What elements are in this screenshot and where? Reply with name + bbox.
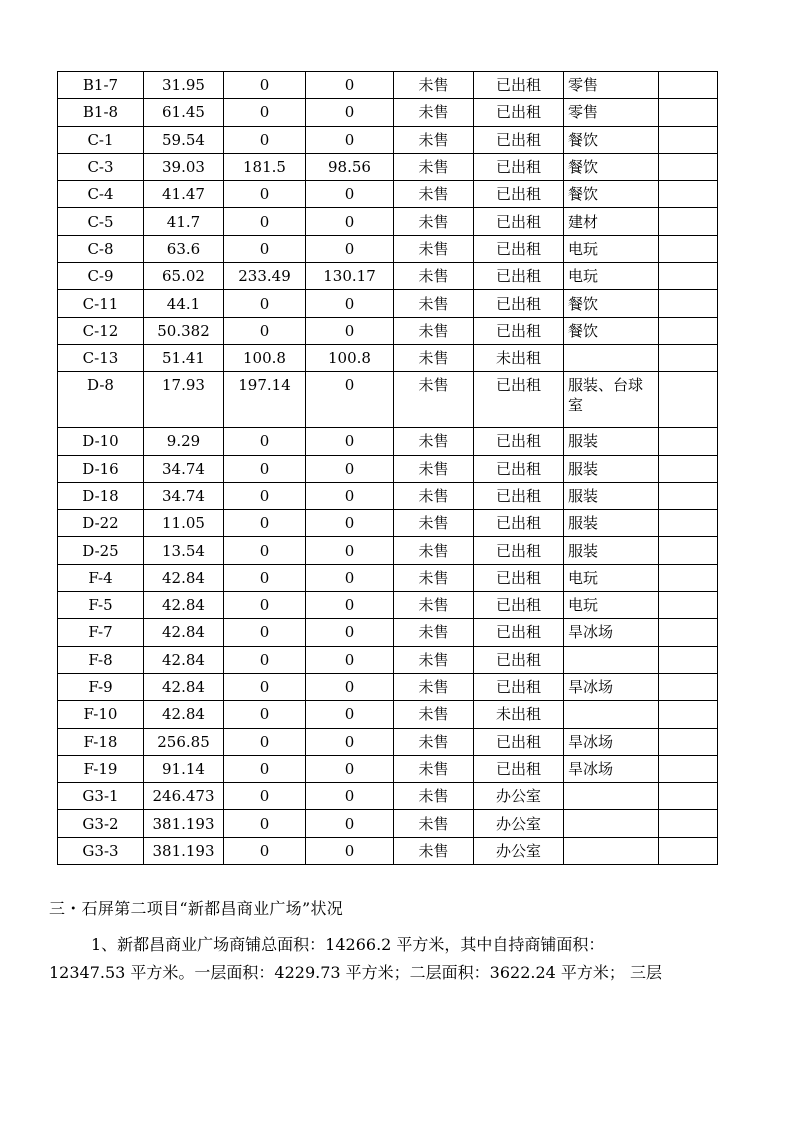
rent-status-cell: 已出租 — [474, 181, 564, 208]
empty-cell — [659, 701, 718, 728]
empty-cell — [659, 619, 718, 646]
value1-cell: 0 — [224, 619, 306, 646]
table-row — [58, 235, 718, 262]
value1-cell: 0 — [224, 837, 306, 864]
table-row — [58, 208, 718, 235]
rent-status-cell: 已出租 — [474, 372, 564, 428]
value1-cell: 0 — [224, 181, 306, 208]
shop-id-cell: F-8 — [58, 646, 144, 673]
value1-cell: 0 — [224, 72, 306, 99]
shop-id-cell: C-5 — [58, 208, 144, 235]
rent-status-cell: 已出租 — [474, 235, 564, 262]
area-cell: 13.54 — [144, 537, 224, 564]
empty-cell — [659, 537, 718, 564]
empty-cell — [659, 592, 718, 619]
usage-cell — [564, 344, 659, 371]
sale-status-cell: 未售 — [394, 619, 474, 646]
table-row — [58, 99, 718, 126]
area-cell: 381.193 — [144, 837, 224, 864]
sale-status-cell: 未售 — [394, 728, 474, 755]
usage-cell: 旱冰场 — [564, 728, 659, 755]
usage-cell: 零售 — [564, 99, 659, 126]
usage-cell — [564, 810, 659, 837]
rent-status-cell: 已出租 — [474, 428, 564, 455]
sale-status-cell: 未售 — [394, 510, 474, 537]
value1-cell: 0 — [224, 510, 306, 537]
empty-cell — [659, 673, 718, 700]
shop-id-cell: D-16 — [58, 455, 144, 482]
value1-cell: 0 — [224, 728, 306, 755]
table-row — [58, 564, 718, 591]
table-row — [58, 701, 718, 728]
sale-status-cell: 未售 — [394, 372, 474, 428]
sale-status-cell: 未售 — [394, 482, 474, 509]
area-cell: 246.473 — [144, 783, 224, 810]
sale-status-cell: 未售 — [394, 126, 474, 153]
rent-status-cell: 已出租 — [474, 510, 564, 537]
usage-cell: 餐饮 — [564, 153, 659, 180]
shop-id-cell: F-5 — [58, 592, 144, 619]
empty-cell — [659, 72, 718, 99]
value2-cell: 0 — [306, 537, 394, 564]
area-cell: 31.95 — [144, 72, 224, 99]
table-row — [58, 372, 718, 428]
empty-cell — [659, 290, 718, 317]
value2-cell: 0 — [306, 646, 394, 673]
usage-cell — [564, 837, 659, 864]
value1-cell: 233.49 — [224, 263, 306, 290]
table-row — [58, 482, 718, 509]
area-cell: 63.6 — [144, 235, 224, 262]
rent-status-cell: 未出租 — [474, 701, 564, 728]
empty-cell — [659, 235, 718, 262]
value2-cell: 0 — [306, 482, 394, 509]
area-cell: 42.84 — [144, 619, 224, 646]
usage-cell: 服装 — [564, 537, 659, 564]
value1-cell: 0 — [224, 482, 306, 509]
shop-id-cell: C-1 — [58, 126, 144, 153]
shop-table — [57, 71, 718, 865]
table-row — [58, 673, 718, 700]
sale-status-cell: 未售 — [394, 235, 474, 262]
table-row — [58, 783, 718, 810]
table-row — [58, 181, 718, 208]
table-row — [58, 290, 718, 317]
table-row — [58, 153, 718, 180]
empty-cell — [659, 372, 718, 428]
sale-status-cell: 未售 — [394, 537, 474, 564]
shop-id-cell: F-18 — [58, 728, 144, 755]
table-row — [58, 592, 718, 619]
rent-status-cell: 已出租 — [474, 482, 564, 509]
value1-cell: 0 — [224, 673, 306, 700]
area-cell: 381.193 — [144, 810, 224, 837]
rent-status-cell: 已出租 — [474, 537, 564, 564]
shop-id-cell: C-11 — [58, 290, 144, 317]
empty-cell — [659, 810, 718, 837]
empty-cell — [659, 317, 718, 344]
table-row — [58, 810, 718, 837]
table-row — [58, 837, 718, 864]
sale-status-cell: 未售 — [394, 673, 474, 700]
rent-status-cell: 已出租 — [474, 290, 564, 317]
empty-cell — [659, 263, 718, 290]
value2-cell: 0 — [306, 72, 394, 99]
shop-id-cell: C-8 — [58, 235, 144, 262]
value1-cell: 0 — [224, 317, 306, 344]
sale-status-cell: 未售 — [394, 783, 474, 810]
value2-cell: 0 — [306, 755, 394, 782]
rent-status-cell: 已出租 — [474, 317, 564, 344]
table-row — [58, 428, 718, 455]
shop-id-cell: G3-2 — [58, 810, 144, 837]
shop-id-cell: C-12 — [58, 317, 144, 344]
value2-cell: 0 — [306, 810, 394, 837]
area-cell: 42.84 — [144, 701, 224, 728]
value2-cell: 0 — [306, 99, 394, 126]
sale-status-cell: 未售 — [394, 181, 474, 208]
shop-id-cell: C-13 — [58, 344, 144, 371]
value2-cell: 0 — [306, 592, 394, 619]
sale-status-cell: 未售 — [394, 646, 474, 673]
value1-cell: 0 — [224, 290, 306, 317]
empty-cell — [659, 153, 718, 180]
area-cell: 42.84 — [144, 564, 224, 591]
rent-status-cell: 已出租 — [474, 126, 564, 153]
area-cell: 51.41 — [144, 344, 224, 371]
shop-id-cell: D-10 — [58, 428, 144, 455]
value2-cell: 100.8 — [306, 344, 394, 371]
value1-cell: 181.5 — [224, 153, 306, 180]
table-row — [58, 72, 718, 99]
value2-cell: 130.17 — [306, 263, 394, 290]
area-cell: 59.54 — [144, 126, 224, 153]
rent-status-cell: 已出租 — [474, 208, 564, 235]
rent-status-cell: 已出租 — [474, 99, 564, 126]
shop-id-cell: D-25 — [58, 537, 144, 564]
value1-cell: 0 — [224, 592, 306, 619]
table-row — [58, 510, 718, 537]
value1-cell: 0 — [224, 235, 306, 262]
value2-cell: 0 — [306, 673, 394, 700]
rent-status-cell: 已出租 — [474, 592, 564, 619]
table-row — [58, 344, 718, 371]
table-row — [58, 755, 718, 782]
area-cell: 42.84 — [144, 673, 224, 700]
shop-id-cell: F-19 — [58, 755, 144, 782]
sale-status-cell: 未售 — [394, 263, 474, 290]
area-cell: 9.29 — [144, 428, 224, 455]
sale-status-cell: 未售 — [394, 837, 474, 864]
value2-cell: 0 — [306, 181, 394, 208]
paragraph-line-1: 1、新都昌商业广场商铺总面积：14266.2 平方米，其中自持商铺面积： — [91, 935, 605, 954]
value1-cell: 0 — [224, 810, 306, 837]
section-heading: 三・石屏第二项目“新都昌商业广场”状况 — [49, 899, 344, 918]
value1-cell: 100.8 — [224, 344, 306, 371]
shop-id-cell: B1-7 — [58, 72, 144, 99]
empty-cell — [659, 755, 718, 782]
empty-cell — [659, 482, 718, 509]
value2-cell: 0 — [306, 428, 394, 455]
empty-cell — [659, 837, 718, 864]
usage-cell: 零售 — [564, 72, 659, 99]
sale-status-cell: 未售 — [394, 564, 474, 591]
sale-status-cell: 未售 — [394, 428, 474, 455]
sale-status-cell: 未售 — [394, 153, 474, 180]
table-row — [58, 317, 718, 344]
area-cell: 34.74 — [144, 482, 224, 509]
value2-cell: 0 — [306, 372, 394, 428]
empty-cell — [659, 783, 718, 810]
value2-cell: 0 — [306, 510, 394, 537]
usage-cell: 电玩 — [564, 263, 659, 290]
sale-status-cell: 未售 — [394, 290, 474, 317]
value1-cell: 0 — [224, 701, 306, 728]
usage-cell: 餐饮 — [564, 126, 659, 153]
area-cell: 91.14 — [144, 755, 224, 782]
value2-cell: 0 — [306, 783, 394, 810]
area-cell: 256.85 — [144, 728, 224, 755]
area-cell: 50.382 — [144, 317, 224, 344]
value1-cell: 0 — [224, 783, 306, 810]
shop-id-cell: F-10 — [58, 701, 144, 728]
rent-status-cell: 已出租 — [474, 728, 564, 755]
empty-cell — [659, 646, 718, 673]
value1-cell: 0 — [224, 428, 306, 455]
table-row — [58, 728, 718, 755]
sale-status-cell: 未售 — [394, 701, 474, 728]
table-row — [58, 455, 718, 482]
table-row — [58, 619, 718, 646]
rent-status-cell: 办公室 — [474, 810, 564, 837]
usage-cell — [564, 701, 659, 728]
sale-status-cell: 未售 — [394, 592, 474, 619]
value2-cell: 0 — [306, 290, 394, 317]
rent-status-cell: 已出租 — [474, 564, 564, 591]
sale-status-cell: 未售 — [394, 810, 474, 837]
shop-id-cell: D-18 — [58, 482, 144, 509]
usage-cell: 服装、台球室 — [564, 372, 659, 428]
table-row — [58, 126, 718, 153]
value1-cell: 0 — [224, 564, 306, 591]
empty-cell — [659, 455, 718, 482]
value2-cell: 0 — [306, 455, 394, 482]
rent-status-cell: 未出租 — [474, 344, 564, 371]
rent-status-cell: 已出租 — [474, 646, 564, 673]
value1-cell: 0 — [224, 99, 306, 126]
value1-cell: 0 — [224, 537, 306, 564]
empty-cell — [659, 510, 718, 537]
shop-id-cell: C-9 — [58, 263, 144, 290]
area-cell: 34.74 — [144, 455, 224, 482]
usage-cell: 服装 — [564, 482, 659, 509]
area-cell: 42.84 — [144, 646, 224, 673]
area-cell: 61.45 — [144, 99, 224, 126]
usage-cell: 电玩 — [564, 235, 659, 262]
usage-cell: 服装 — [564, 510, 659, 537]
value1-cell: 0 — [224, 126, 306, 153]
usage-cell: 餐饮 — [564, 290, 659, 317]
value2-cell: 0 — [306, 126, 394, 153]
sale-status-cell: 未售 — [394, 317, 474, 344]
value1-cell: 0 — [224, 455, 306, 482]
usage-cell: 电玩 — [564, 592, 659, 619]
rent-status-cell: 已出租 — [474, 72, 564, 99]
empty-cell — [659, 564, 718, 591]
value1-cell: 197.14 — [224, 372, 306, 428]
empty-cell — [659, 126, 718, 153]
shop-id-cell: D-22 — [58, 510, 144, 537]
shop-id-cell: G3-3 — [58, 837, 144, 864]
rent-status-cell: 已出租 — [474, 153, 564, 180]
usage-cell: 旱冰场 — [564, 755, 659, 782]
shop-id-cell: D-8 — [58, 372, 144, 428]
value2-cell: 0 — [306, 317, 394, 344]
sale-status-cell: 未售 — [394, 455, 474, 482]
value2-cell: 0 — [306, 235, 394, 262]
shop-id-cell: F-9 — [58, 673, 144, 700]
value2-cell: 0 — [306, 701, 394, 728]
shop-id-cell: G3-1 — [58, 783, 144, 810]
rent-status-cell: 已出租 — [474, 673, 564, 700]
empty-cell — [659, 99, 718, 126]
empty-cell — [659, 728, 718, 755]
rent-status-cell: 办公室 — [474, 837, 564, 864]
rent-status-cell: 已出租 — [474, 455, 564, 482]
usage-cell: 建材 — [564, 208, 659, 235]
usage-cell: 服装 — [564, 455, 659, 482]
area-cell: 42.84 — [144, 592, 224, 619]
sale-status-cell: 未售 — [394, 72, 474, 99]
shop-id-cell: C-3 — [58, 153, 144, 180]
sale-status-cell: 未售 — [394, 344, 474, 371]
area-cell: 41.7 — [144, 208, 224, 235]
table-row — [58, 537, 718, 564]
usage-cell: 电玩 — [564, 564, 659, 591]
shop-id-cell: B1-8 — [58, 99, 144, 126]
value1-cell: 0 — [224, 755, 306, 782]
value1-cell: 0 — [224, 208, 306, 235]
rent-status-cell: 已出租 — [474, 619, 564, 646]
empty-cell — [659, 428, 718, 455]
area-cell: 65.02 — [144, 263, 224, 290]
table-row — [58, 646, 718, 673]
usage-cell: 旱冰场 — [564, 619, 659, 646]
rent-status-cell: 已出租 — [474, 755, 564, 782]
rent-status-cell: 办公室 — [474, 783, 564, 810]
area-cell: 44.1 — [144, 290, 224, 317]
paragraph-line-2: 12347.53 平方米。一层面积：4229.73 平方米；二层面积：3622.24 平方米； 三层 — [49, 963, 663, 982]
sale-status-cell: 未售 — [394, 99, 474, 126]
value2-cell: 0 — [306, 564, 394, 591]
area-cell: 17.93 — [144, 372, 224, 428]
area-cell: 39.03 — [144, 153, 224, 180]
usage-cell — [564, 646, 659, 673]
sale-status-cell: 未售 — [394, 208, 474, 235]
value2-cell: 0 — [306, 208, 394, 235]
empty-cell — [659, 208, 718, 235]
area-cell: 41.47 — [144, 181, 224, 208]
usage-cell: 餐饮 — [564, 317, 659, 344]
shop-id-cell: F-4 — [58, 564, 144, 591]
area-cell: 11.05 — [144, 510, 224, 537]
shop-id-cell: F-7 — [58, 619, 144, 646]
empty-cell — [659, 181, 718, 208]
shop-id-cell: C-4 — [58, 181, 144, 208]
usage-cell: 旱冰场 — [564, 673, 659, 700]
value2-cell: 0 — [306, 837, 394, 864]
usage-cell: 餐饮 — [564, 181, 659, 208]
value1-cell: 0 — [224, 646, 306, 673]
empty-cell — [659, 344, 718, 371]
value2-cell: 98.56 — [306, 153, 394, 180]
usage-cell — [564, 783, 659, 810]
value2-cell: 0 — [306, 728, 394, 755]
sale-status-cell: 未售 — [394, 755, 474, 782]
rent-status-cell: 已出租 — [474, 263, 564, 290]
usage-cell: 服装 — [564, 428, 659, 455]
table-row — [58, 263, 718, 290]
value2-cell: 0 — [306, 619, 394, 646]
